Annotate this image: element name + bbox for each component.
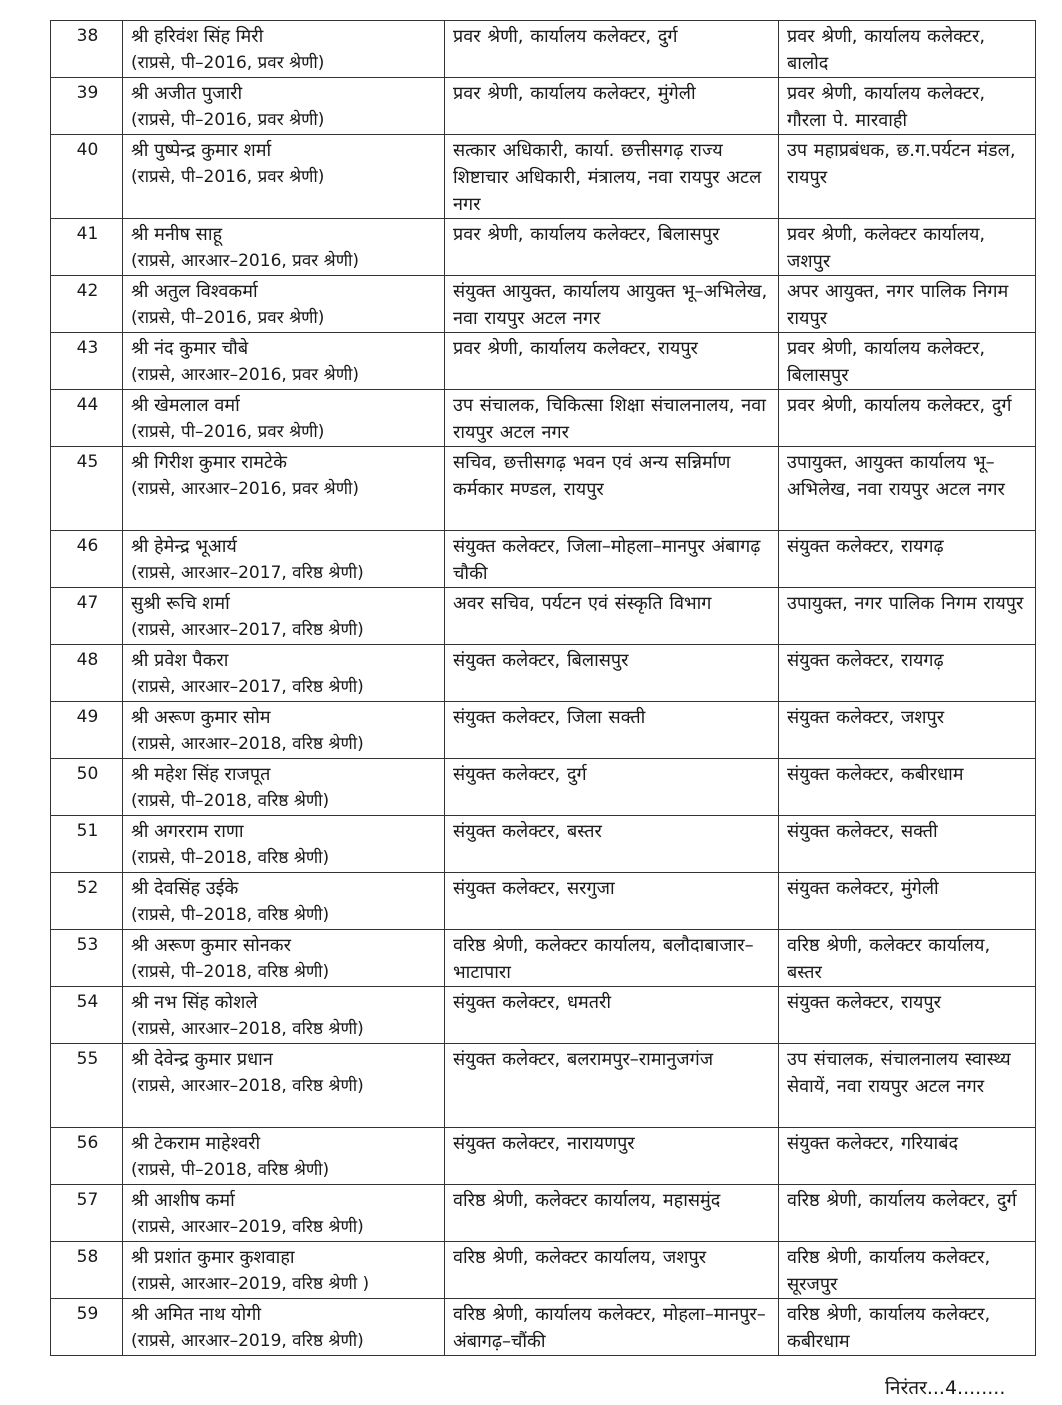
- serial-number-cell: [51, 333, 123, 390]
- officer-name: श्री हरिवंश सिंह मिरी: [131, 26, 264, 47]
- table-row: [51, 987, 1036, 1044]
- serial-number-cell: [51, 219, 123, 276]
- table-row: [51, 219, 1036, 276]
- current-posting: उप संचालक, चिकित्सा शिक्षा संचालनालय, नवा रायपुर अटल नगर: [453, 395, 766, 443]
- officer-cell: [123, 702, 445, 759]
- officer-name: श्री टेकराम माहेश्वरी: [131, 1133, 261, 1154]
- officer-cell: [123, 987, 445, 1044]
- current-posting-cell: [445, 816, 779, 873]
- current-posting: वरिष्ठ श्रेणी, कलेक्टर कार्यालय, बलौदाबाजार–भाटापारा: [453, 935, 754, 983]
- new-posting-cell: [779, 276, 1036, 333]
- officer-cell: [123, 645, 445, 702]
- officer-name: श्री महेश सिंह राजपूत: [131, 764, 271, 785]
- new-posting-cell: [779, 702, 1036, 759]
- officer-service-detail: (राप्रसे, पी–2016, प्रवर श्रेणी): [131, 167, 325, 187]
- current-posting-cell: [445, 873, 779, 930]
- officer-name: श्री अमित नाथ योगी: [131, 1304, 262, 1325]
- new-posting: वरिष्ठ श्रेणी, कलेक्टर कार्यालय, बस्तर: [787, 935, 991, 983]
- new-posting: संयुक्त कलेक्टर, जशपुर: [787, 707, 945, 728]
- new-posting: प्रवर श्रेणी, कार्यालय कलेक्टर, गौरला पे. मारवाही: [787, 83, 986, 131]
- serial-number: 48: [76, 650, 99, 670]
- new-posting: प्रवर श्रेणी, कार्यालय कलेक्टर, बालोद: [787, 26, 986, 74]
- current-posting: वरिष्ठ श्रेणी, कलेक्टर कार्यालय, महासमुंद: [453, 1190, 721, 1211]
- current-posting-cell: [445, 930, 779, 987]
- serial-number-cell: [51, 531, 123, 588]
- serial-number-cell: [51, 21, 123, 78]
- officer-cell: [123, 219, 445, 276]
- officer-service-detail: (राप्रसे, पी–2018, वरिष्ठ श्रेणी): [131, 962, 330, 982]
- officer-cell: [123, 1299, 445, 1356]
- new-posting: प्रवर श्रेणी, कार्यालय कलेक्टर, बिलासपुर: [787, 338, 986, 386]
- officer-service-detail: (राप्रसे, आरआर–2016, प्रवर श्रेणी): [131, 365, 360, 385]
- new-posting: प्रवर श्रेणी, कार्यालय कलेक्टर, दुर्ग: [787, 395, 1012, 416]
- officer-cell: [123, 531, 445, 588]
- table-row: [51, 1044, 1036, 1128]
- current-posting: प्रवर श्रेणी, कार्यालय कलेक्टर, बिलासपुर: [453, 224, 720, 245]
- new-posting-cell: [779, 531, 1036, 588]
- new-posting-cell: [779, 1185, 1036, 1242]
- table-row: [51, 390, 1036, 447]
- table-row: [51, 276, 1036, 333]
- officer-service-detail: (राप्रसे, आरआर–2018, वरिष्ठ श्रेणी): [131, 734, 364, 754]
- officer-cell: [123, 276, 445, 333]
- new-posting: संयुक्त कलेक्टर, रायपुर: [787, 992, 942, 1013]
- officer-cell: [123, 390, 445, 447]
- current-posting: संयुक्त कलेक्टर, दुर्ग: [453, 764, 587, 785]
- current-posting: संयुक्त कलेक्टर, नारायणपुर: [453, 1133, 635, 1154]
- serial-number-cell: [51, 759, 123, 816]
- current-posting: संयुक्त कलेक्टर, धमतरी: [453, 992, 612, 1013]
- officer-service-detail: (राप्रसे, आरआर–2017, वरिष्ठ श्रेणी): [131, 620, 364, 640]
- officer-service-detail: (राप्रसे, पी–2016, प्रवर श्रेणी): [131, 110, 325, 130]
- current-posting-cell: [445, 1185, 779, 1242]
- serial-number: 39: [76, 83, 99, 103]
- table-row: [51, 135, 1036, 219]
- serial-number: 58: [76, 1247, 99, 1267]
- new-posting-cell: [779, 1299, 1036, 1356]
- new-posting-cell: [779, 390, 1036, 447]
- serial-number-cell: [51, 588, 123, 645]
- table-row: [51, 816, 1036, 873]
- serial-number: 43: [76, 338, 99, 358]
- new-posting-cell: [779, 873, 1036, 930]
- new-posting: उपायुक्त, नगर पालिक निगम रायपुर: [787, 593, 1024, 614]
- new-posting: अपर आयुक्त, नगर पालिक निगम रायपुर: [787, 281, 1009, 329]
- new-posting-cell: [779, 219, 1036, 276]
- officer-service-detail: (राप्रसे, पी–2016, प्रवर श्रेणी): [131, 308, 325, 328]
- new-posting-cell: [779, 987, 1036, 1044]
- serial-number-cell: [51, 1185, 123, 1242]
- officer-service-detail: (राप्रसे, आरआर–2017, वरिष्ठ श्रेणी): [131, 563, 364, 583]
- table-row: [51, 78, 1036, 135]
- current-posting-cell: [445, 987, 779, 1044]
- serial-number: 51: [76, 821, 99, 841]
- transfer-table-body: [51, 21, 1036, 1356]
- current-posting: संयुक्त कलेक्टर, बस्तर: [453, 821, 602, 842]
- officer-service-detail: (राप्रसे, आरआर–2019, वरिष्ठ श्रेणी ): [131, 1274, 370, 1294]
- officer-cell: [123, 759, 445, 816]
- serial-number: 38: [76, 26, 99, 46]
- serial-number: 55: [76, 1049, 99, 1069]
- serial-number-cell: [51, 1242, 123, 1299]
- serial-number: 50: [76, 764, 99, 784]
- officer-name: श्री पुष्पेन्द्र कुमार शर्मा: [131, 140, 272, 161]
- new-posting: वरिष्ठ श्रेणी, कार्यालय कलेक्टर, दुर्ग: [787, 1190, 1017, 1211]
- new-posting: संयुक्त कलेक्टर, रायगढ़: [787, 650, 944, 671]
- officer-name: श्री अगरराम राणा: [131, 821, 244, 842]
- officer-service-detail: (राप्रसे, आरआर–2019, वरिष्ठ श्रेणी): [131, 1331, 364, 1351]
- current-posting: संयुक्त कलेक्टर, जिला सक्ती: [453, 707, 646, 728]
- table-row: [51, 447, 1036, 531]
- table-row: [51, 645, 1036, 702]
- officer-service-detail: (राप्रसे, पी–2018, वरिष्ठ श्रेणी): [131, 848, 330, 868]
- serial-number-cell: [51, 930, 123, 987]
- officer-name: श्री अरूण कुमार सोम: [131, 707, 271, 728]
- officer-service-detail: (राप्रसे, आरआर–2017, वरिष्ठ श्रेणी): [131, 677, 364, 697]
- new-posting: संयुक्त कलेक्टर, मुंगेली: [787, 878, 939, 899]
- current-posting-cell: [445, 78, 779, 135]
- current-posting: संयुक्त कलेक्टर, सरगुजा: [453, 878, 615, 899]
- serial-number-cell: [51, 702, 123, 759]
- officer-cell: [123, 135, 445, 219]
- current-posting-cell: [445, 1128, 779, 1185]
- table-row: [51, 21, 1036, 78]
- new-posting-cell: [779, 759, 1036, 816]
- table-row: [51, 1128, 1036, 1185]
- transfer-table: [50, 20, 1036, 1356]
- officer-name: श्री देवेन्द्र कुमार प्रधान: [131, 1049, 273, 1070]
- serial-number: 54: [76, 992, 99, 1012]
- officer-cell: [123, 873, 445, 930]
- serial-number: 59: [76, 1304, 99, 1324]
- new-posting-cell: [779, 930, 1036, 987]
- officer-service-detail: (राप्रसे, पी–2016, प्रवर श्रेणी): [131, 422, 325, 442]
- new-posting-cell: [779, 333, 1036, 390]
- officer-cell: [123, 447, 445, 531]
- new-posting-cell: [779, 1044, 1036, 1128]
- current-posting-cell: [445, 1044, 779, 1128]
- current-posting-cell: [445, 333, 779, 390]
- serial-number-cell: [51, 390, 123, 447]
- officer-name: श्री मनीष साहू: [131, 224, 223, 245]
- officer-name: श्री प्रवेश पैकरा: [131, 650, 229, 671]
- current-posting-cell: [445, 21, 779, 78]
- serial-number-cell: [51, 873, 123, 930]
- officer-cell: [123, 588, 445, 645]
- serial-number-cell: [51, 447, 123, 531]
- new-posting-cell: [779, 78, 1036, 135]
- new-posting-cell: [779, 447, 1036, 531]
- current-posting: प्रवर श्रेणी, कार्यालय कलेक्टर, दुर्ग: [453, 26, 678, 47]
- officer-service-detail: (राप्रसे, आरआर–2016, प्रवर श्रेणी): [131, 479, 360, 499]
- new-posting-cell: [779, 1128, 1036, 1185]
- serial-number: 45: [76, 452, 99, 472]
- serial-number-cell: [51, 276, 123, 333]
- new-posting: संयुक्त कलेक्टर, सक्ती: [787, 821, 938, 842]
- table-row: [51, 531, 1036, 588]
- current-posting-cell: [445, 588, 779, 645]
- officer-name: श्री आशीष कर्मा: [131, 1190, 235, 1211]
- current-posting: संयुक्त कलेक्टर, बिलासपुर: [453, 650, 629, 671]
- serial-number-cell: [51, 987, 123, 1044]
- serial-number: 49: [76, 707, 99, 727]
- new-posting-cell: [779, 21, 1036, 78]
- serial-number: 47: [76, 593, 99, 613]
- table-row: [51, 702, 1036, 759]
- officer-cell: [123, 78, 445, 135]
- table-row: [51, 1299, 1036, 1356]
- officer-name: सुश्री रूचि शर्मा: [131, 593, 230, 614]
- serial-number-cell: [51, 1044, 123, 1128]
- officer-service-detail: (राप्रसे, पी–2018, वरिष्ठ श्रेणी): [131, 791, 330, 811]
- officer-service-detail: (राप्रसे, पी–2018, वरिष्ठ श्रेणी): [131, 905, 330, 925]
- current-posting: वरिष्ठ श्रेणी, कार्यालय कलेक्टर, मोहला–मानपुर–अंबागढ़–चौंकी: [453, 1304, 766, 1352]
- officer-name: श्री अजीत पुजारी: [131, 83, 243, 104]
- officer-cell: [123, 1128, 445, 1185]
- current-posting-cell: [445, 135, 779, 219]
- serial-number-cell: [51, 78, 123, 135]
- table-row: [51, 759, 1036, 816]
- serial-number-cell: [51, 1299, 123, 1356]
- current-posting-cell: [445, 447, 779, 531]
- current-posting-cell: [445, 702, 779, 759]
- current-posting: सचिव, छत्तीसगढ़ भवन एवं अन्य सन्निर्माण कर्मकार मण्डल, रायपुर: [453, 452, 731, 500]
- officer-name: श्री अरूण कुमार सोनकर: [131, 935, 291, 956]
- serial-number: 42: [76, 281, 99, 301]
- table-row: [51, 873, 1036, 930]
- officer-name: श्री गिरीश कुमार रामटेके: [131, 452, 287, 473]
- current-posting: वरिष्ठ श्रेणी, कलेक्टर कार्यालय, जशपुर: [453, 1247, 707, 1268]
- serial-number-cell: [51, 1128, 123, 1185]
- serial-number: 46: [76, 536, 99, 556]
- serial-number: 56: [76, 1133, 99, 1153]
- current-posting: संयुक्त कलेक्टर, बलरामपुर–रामानुजगंज: [453, 1049, 714, 1070]
- serial-number-cell: [51, 645, 123, 702]
- current-posting-cell: [445, 759, 779, 816]
- current-posting: संयुक्त आयुक्त, कार्यालय आयुक्त भू–अभिलेख, नवा रायपुर अटल नगर: [453, 281, 768, 329]
- officer-service-detail: (राप्रसे, आरआर–2016, प्रवर श्रेणी): [131, 251, 360, 271]
- officer-service-detail: (राप्रसे, पी–2016, प्रवर श्रेणी): [131, 53, 325, 73]
- new-posting: संयुक्त कलेक्टर, रायगढ़: [787, 536, 944, 557]
- new-posting-cell: [779, 588, 1036, 645]
- table-row: [51, 1242, 1036, 1299]
- serial-number-cell: [51, 816, 123, 873]
- new-posting: प्रवर श्रेणी, कलेक्टर कार्यालय, जशपुर: [787, 224, 986, 272]
- serial-number: 53: [76, 935, 99, 955]
- officer-name: श्री अतुल विश्वकर्मा: [131, 281, 258, 302]
- officer-cell: [123, 1242, 445, 1299]
- officer-name: श्री नभ सिंह कोशले: [131, 992, 258, 1013]
- officer-cell: [123, 1044, 445, 1128]
- new-posting: संयुक्त कलेक्टर, गरियाबंद: [787, 1133, 959, 1154]
- officer-cell: [123, 333, 445, 390]
- new-posting: उप महाप्रबंधक, छ.ग.पर्यटन मंडल, रायपुर: [787, 140, 1016, 188]
- current-posting: प्रवर श्रेणी, कार्यालय कलेक्टर, रायपुर: [453, 338, 698, 359]
- serial-number: 41: [76, 224, 99, 244]
- serial-number: 40: [76, 140, 99, 160]
- officer-cell: [123, 1185, 445, 1242]
- current-posting-cell: [445, 645, 779, 702]
- officer-name: श्री खेमलाल वर्मा: [131, 395, 240, 416]
- current-posting-cell: [445, 1299, 779, 1356]
- current-posting-cell: [445, 276, 779, 333]
- new-posting-cell: [779, 135, 1036, 219]
- current-posting-cell: [445, 390, 779, 447]
- officer-cell: [123, 930, 445, 987]
- serial-number: 44: [76, 395, 99, 415]
- officer-name: श्री देवसिंह उईके: [131, 878, 239, 899]
- current-posting: अवर सचिव, पर्यटन एवं संस्कृति विभाग: [453, 593, 712, 614]
- serial-number: 52: [76, 878, 99, 898]
- current-posting-cell: [445, 531, 779, 588]
- table-row: [51, 588, 1036, 645]
- officer-cell: [123, 21, 445, 78]
- new-posting-cell: [779, 816, 1036, 873]
- officer-service-detail: (राप्रसे, आरआर–2019, वरिष्ठ श्रेणी): [131, 1217, 364, 1237]
- officer-service-detail: (राप्रसे, आरआर–2018, वरिष्ठ श्रेणी): [131, 1076, 364, 1096]
- new-posting: वरिष्ठ श्रेणी, कार्यालय कलेक्टर, कबीरधाम: [787, 1304, 991, 1352]
- officer-name: श्री प्रशांत कुमार कुशवाहा: [131, 1247, 295, 1268]
- officer-name: श्री नंद कुमार चौबे: [131, 338, 249, 359]
- new-posting: उप संचालक, संचालनालय स्वास्थ्य सेवायें, नवा रायपुर अटल नगर: [787, 1049, 1011, 1097]
- new-posting-cell: [779, 645, 1036, 702]
- table-row: [51, 930, 1036, 987]
- current-posting: सत्कार अधिकारी, कार्या. छत्तीसगढ़ राज्य शिष्टाचार अधिकारी, मंत्रालय, नवा रायपुर अटल नगर: [453, 140, 762, 215]
- officer-service-detail: (राप्रसे, आरआर–2018, वरिष्ठ श्रेणी): [131, 1019, 364, 1039]
- current-posting-cell: [445, 219, 779, 276]
- continuation-note: निरंतर...4........: [885, 1377, 1006, 1399]
- current-posting-cell: [445, 1242, 779, 1299]
- officer-service-detail: (राप्रसे, पी–2018, वरिष्ठ श्रेणी): [131, 1160, 330, 1180]
- table-row: [51, 1185, 1036, 1242]
- new-posting-cell: [779, 1242, 1036, 1299]
- table-row: [51, 333, 1036, 390]
- new-posting: वरिष्ठ श्रेणी, कार्यालय कलेक्टर, सूरजपुर: [787, 1247, 991, 1295]
- new-posting: संयुक्त कलेक्टर, कबीरधाम: [787, 764, 964, 785]
- serial-number-cell: [51, 135, 123, 219]
- current-posting: प्रवर श्रेणी, कार्यालय कलेक्टर, मुंगेली: [453, 83, 696, 104]
- officer-cell: [123, 816, 445, 873]
- officer-name: श्री हेमेन्द्र भूआर्य: [131, 536, 237, 557]
- serial-number: 57: [76, 1190, 99, 1210]
- new-posting: उपायुक्त, आयुक्त कार्यालय भू–अभिलेख, नवा रायपुर अटल नगर: [787, 452, 1005, 500]
- current-posting: संयुक्त कलेक्टर, जिला–मोहला–मानपुर अंबागढ़ चौकी: [453, 536, 761, 584]
